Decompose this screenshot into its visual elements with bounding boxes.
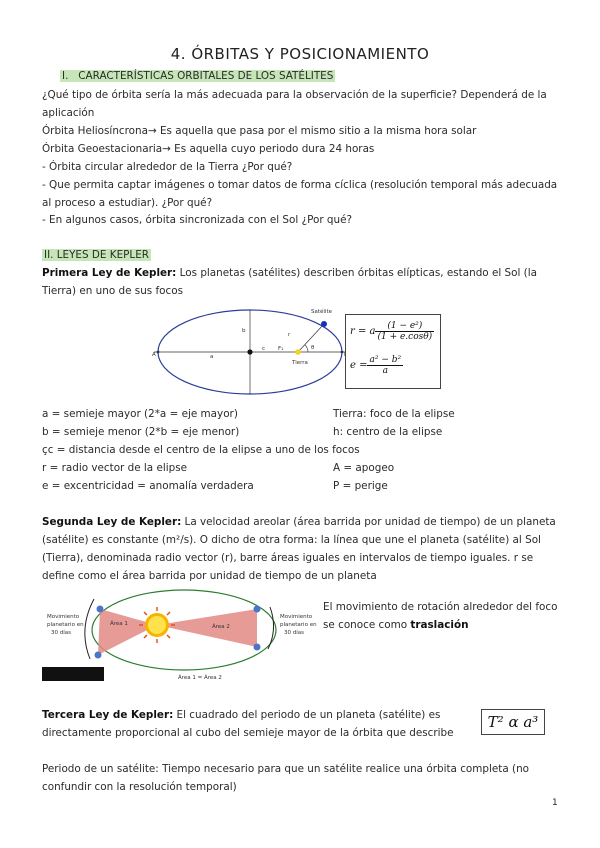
law3-line2: directamente proporcional al cubo del semieje mayor de la órbita que describe (42, 727, 454, 739)
law1-line2: Tierra) en uno de sus focos (42, 285, 184, 297)
def-a: a = semieje mayor (2*a = eje mayor) (42, 408, 238, 420)
theta-arc (305, 345, 308, 352)
ellipse-diagram (150, 300, 350, 400)
law2-text: La velocidad areolar (área barrida por unidad de tiempo) de un planeta (181, 516, 556, 528)
r-formula-num: (1 − e²) (375, 321, 434, 332)
section2-heading-text: II. LEYES DE KEPLER (44, 249, 149, 261)
planet-icon (97, 606, 104, 613)
label-c: c (262, 346, 266, 352)
section1-heading (60, 69, 335, 83)
label-r: r (288, 332, 291, 338)
def-apogee: A = apogeo (333, 462, 395, 474)
area2-label: Área 2 (212, 624, 230, 630)
right-label-2: planetario en (280, 622, 317, 628)
section1-heading-text: CARACTERÍSTICAS ORBITALES DE LOS SATÉLITES (78, 70, 334, 82)
label-f1: F₁ (278, 346, 284, 352)
geo-definition: Órbita Geoestacionaria→ Es aquella cuyo periodo dura 24 horas (42, 143, 375, 155)
def-h: h: centro de la elipse (333, 426, 443, 438)
e-formula (350, 355, 403, 376)
section2-heading (42, 248, 151, 262)
label-tierra: Tierra (292, 360, 308, 366)
rotation-line2 (323, 618, 469, 632)
law3-text: El cuadrado del periodo de un planeta (satélite) es (173, 709, 441, 721)
page-title: 4. ÓRBITAS Y POSICIONAMIENTO (170, 45, 430, 63)
bullet-circular: - Órbita circular alrededor de la Tierra ¿Por qué? (42, 161, 293, 173)
law2-line4: define como el área barrida por unidad de tiempo de un planeta (42, 570, 377, 582)
question-line1: ¿Qué tipo de órbita sería la más adecuada para la observación de la superficie? Dependerá de la (42, 89, 547, 101)
center-point (247, 349, 252, 354)
right-label-3: 30 días (284, 630, 305, 636)
law2-title: Segunda Ley de Kepler: (42, 516, 182, 528)
planet-icon (254, 606, 261, 613)
section1-number: I. (62, 70, 69, 82)
rotation-word: traslación (410, 619, 469, 631)
bullet-cyclic-line2: al proceso a estudiar). ¿Por qué? (42, 197, 213, 209)
left-label-1: Movimiento (47, 614, 80, 620)
def-perigee: P = perige (333, 480, 388, 492)
earth-focus (295, 349, 301, 355)
page-number: 1 (552, 798, 558, 808)
apogee-dot (157, 351, 160, 354)
period-line2: confundir con la resolución temporal) (42, 781, 237, 793)
r-formula-lhs: r = a (350, 326, 376, 337)
def-tierra: Tierra: foco de la elipse (333, 408, 455, 420)
law1-text: Los planetas (satélites) describen órbitas elípticas, estando el Sol (la (176, 267, 537, 279)
right-label-1: Movimiento (280, 614, 313, 620)
planet-icon (95, 652, 102, 659)
r-formula-den: (1 + e.cosθ) (377, 332, 433, 342)
def-b: b = semieje menor (2*b = eje menor) (42, 426, 240, 438)
def-e: e = excentricidad = anomalía verdadera (42, 480, 254, 492)
law3-title: Tercera Ley de Kepler: (42, 709, 174, 721)
period-line1: Periodo de un satélite: Tiempo necesario para que un satélite realice una órbita completa (no (42, 763, 530, 775)
law2-line3: (Tierra), denominada radio vector (r), barre áreas iguales en intervalos de tiempo iguales. r se (42, 552, 534, 564)
question-line2: aplicación (42, 107, 95, 119)
area2-wedge (157, 609, 257, 647)
label-theta: θ (311, 345, 315, 351)
area1-label: Área 1 (110, 621, 128, 627)
law1-title: Primera Ley de Kepler: (42, 267, 177, 279)
e-formula-num: a² − b² (369, 355, 402, 365)
r-formula (350, 321, 434, 342)
planet-icon (254, 644, 261, 651)
def-c: çc = distancia desde el centro de la elipse a uno de los focos (42, 444, 360, 456)
redacted-block (42, 667, 104, 681)
rotation-prefix: se conoce como (323, 619, 411, 631)
kepler-areas-diagram (42, 585, 322, 685)
perigee-dot (341, 351, 344, 354)
satellite-dot (321, 321, 327, 327)
r-formula-fraction (375, 321, 434, 342)
def-r: r = radio vector de la elipse (42, 462, 188, 474)
ellipse-formula-box (345, 314, 441, 389)
e-formula-fraction (367, 355, 403, 376)
label-apogee: A (152, 352, 156, 358)
areas-caption: Área 1 = Área 2 (178, 675, 222, 681)
third-law-formula: T² α a³ (481, 709, 545, 735)
e-formula-den: a (382, 366, 388, 376)
label-b: b (242, 328, 246, 334)
label-a: a (210, 354, 214, 360)
law1-line1 (42, 266, 537, 280)
label-satellite: Satélite (311, 309, 332, 315)
left-label-3: 30 días (51, 630, 72, 636)
e-formula-lhs: e = (350, 360, 368, 371)
law3-line1 (42, 708, 440, 722)
bullet-sync: - En algunos casos, órbita sincronizada con el Sol ¿Por qué? (42, 214, 352, 226)
helio-definition: Órbita Heliosíncrona→ Es aquella que pasa por el mismo sitio a la misma hora solar (42, 125, 477, 137)
left-label-2: planetario en (47, 622, 84, 628)
bullet-cyclic-line1: - Que permita captar imágenes o tomar datos de forma cíclica (resolución temporal más adecuada (42, 179, 558, 191)
law2-line2: (satélite) es constante (m²/s). O dicho de otra forma: la línea que une el planeta (satélite) al Sol (42, 534, 541, 546)
arrow-left-icon (85, 599, 94, 659)
rotation-line1: El movimiento de rotación alrededor del foco (323, 601, 558, 613)
law2-line1 (42, 515, 556, 529)
arrow-right-icon (268, 607, 274, 649)
